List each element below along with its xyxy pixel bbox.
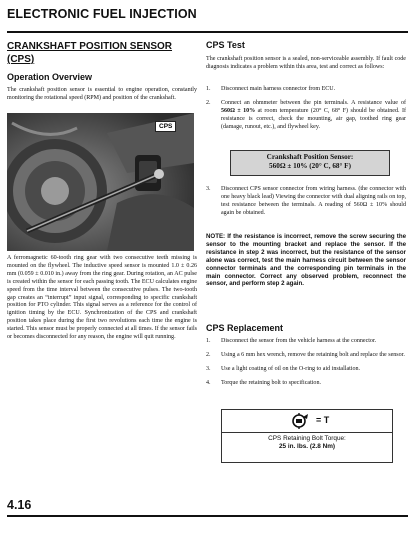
step-text: Disconnect the sensor from the vehicle harness at the connector. [221,338,377,344]
replacement-step [206,352,406,360]
torque-icon-row [222,410,392,433]
cps-photo [7,113,194,251]
torque-wrench-icon [292,413,310,429]
step-number: 4. [206,379,211,386]
step-number: 2. [206,99,211,106]
step-number: 2. [206,351,211,358]
cps-replacement-steps [206,338,406,388]
cps-replacement-heading: CPS Replacement [206,323,284,333]
spec-box-title: Crankshaft Position Sensor: [266,153,354,161]
resistance-value: 560Ω ± 10% [221,107,256,114]
cps-description-paragraph: A ferromagnetic 60-tooth ring gear with two consecutive teeth missing is mounted on the flywheel. The inductive speed sensor is mounted 1.0 ± 0.26 mm (0.059 ± 0.010 in.) away from the ring gear. During rotation, an AC pulse is created within the sensor for each passing tooth. The ECU calculates engine speed from the time interval between the consecutive pulses. The two-tooth gap creates an “interrupt” input signal, corresponding to specific crankshaft position for PTO cylinder. This signal serves as a reference for the control of ignition timing by the ECU. Synchronization of the CPS and crankshaft position takes place during the first two revolutions each time the engine is started. This sensor must be properly connected at all times. If the sensor fails or becomes disconnected for any reason, the engine will quit running. [7,255,197,341]
replacement-step [206,338,406,346]
replacement-step [206,380,406,388]
cps-test-step-3 [206,186,406,218]
footer-rule [7,515,408,517]
replacement-step [206,366,406,374]
resistance-note: NOTE: If the resistance is incorrect, remove the screw securing the sensor to the mounting bracket and replace the sensor. If the resistance in step 2 was incorrect, but the resistance of the sensor alone was correct, test the main harness circuit between the sensor connector terminals and the corresponding pin terminals in the main connector. Correct any observed problem, reconnect the sensor, and perform step 2 again. [206,233,406,288]
engine-photo-illustration [7,113,194,251]
test-step [206,100,406,132]
cps-photo-label: CPS [155,121,176,132]
overview-heading: Operation Overview [7,72,93,82]
cps-test-heading: CPS Test [206,40,245,50]
step-text: Disconnect main harness connector from ECU. [221,86,336,92]
cps-test-steps [206,86,406,132]
step-text: Disconnect CPS sensor connector from wiring harness. (the connector with one heavy black lead) Viewing the connector with dual aligning rails on top, test resistance between the terminals. A reading of 560Ω ± 10% should again be obtained. [221,186,406,216]
torque-value: 25 in. lbs. (2.8 Nm) [278,443,336,450]
overview-paragraph: The crankshaft position sensor is essential to engine operation, constantly monitoring the rotational speed (RPM) and position of the crankshaft. [7,87,197,101]
step-number: 3. [206,186,211,192]
torque-spec-box [221,409,393,463]
step-text: Torque the retaining bolt to specification. [221,379,321,386]
test-step [206,86,406,94]
step-text: Connect an ohmmeter between the pin terminals. A resistance value of [221,99,406,106]
header-rule [7,31,408,33]
cps-test-intro: The crankshaft position sensor is a sealed, non-serviceable assembly. If fault code diagnosis indicates a problem within this area, test and correct as follows: [206,56,406,70]
step-number: 1. [206,86,211,92]
page-header-title: ELECTRONIC FUEL INJECTION [7,7,197,21]
spec-box-value: 560Ω ± 10% (20° C, 68° F) [269,162,351,170]
section-title: CRANKSHAFT POSITION SENSOR (CPS) [7,41,173,65]
step-text: Use a light coating of oil on the O-ring to aid installation. [221,365,361,372]
page-number: 4.16 [7,498,32,512]
step-number: 3. [206,365,211,372]
step-number: 1. [206,338,211,344]
torque-equals: = T [316,415,330,425]
sensor-spec-box [230,150,390,176]
step-text: Using a 6 mm hex wrench, remove the retaining bolt and replace the sensor. [221,351,405,358]
test-step [206,186,406,218]
step-text-continued: at room temperature (20° C, 68° F) should be obtained. If resistance is correct, check the mounting, air gap, toothed ring gear (damage, runout, etc.), and flywheel key. [221,107,406,130]
torque-label: CPS Retaining Bolt Torque: [268,435,346,442]
